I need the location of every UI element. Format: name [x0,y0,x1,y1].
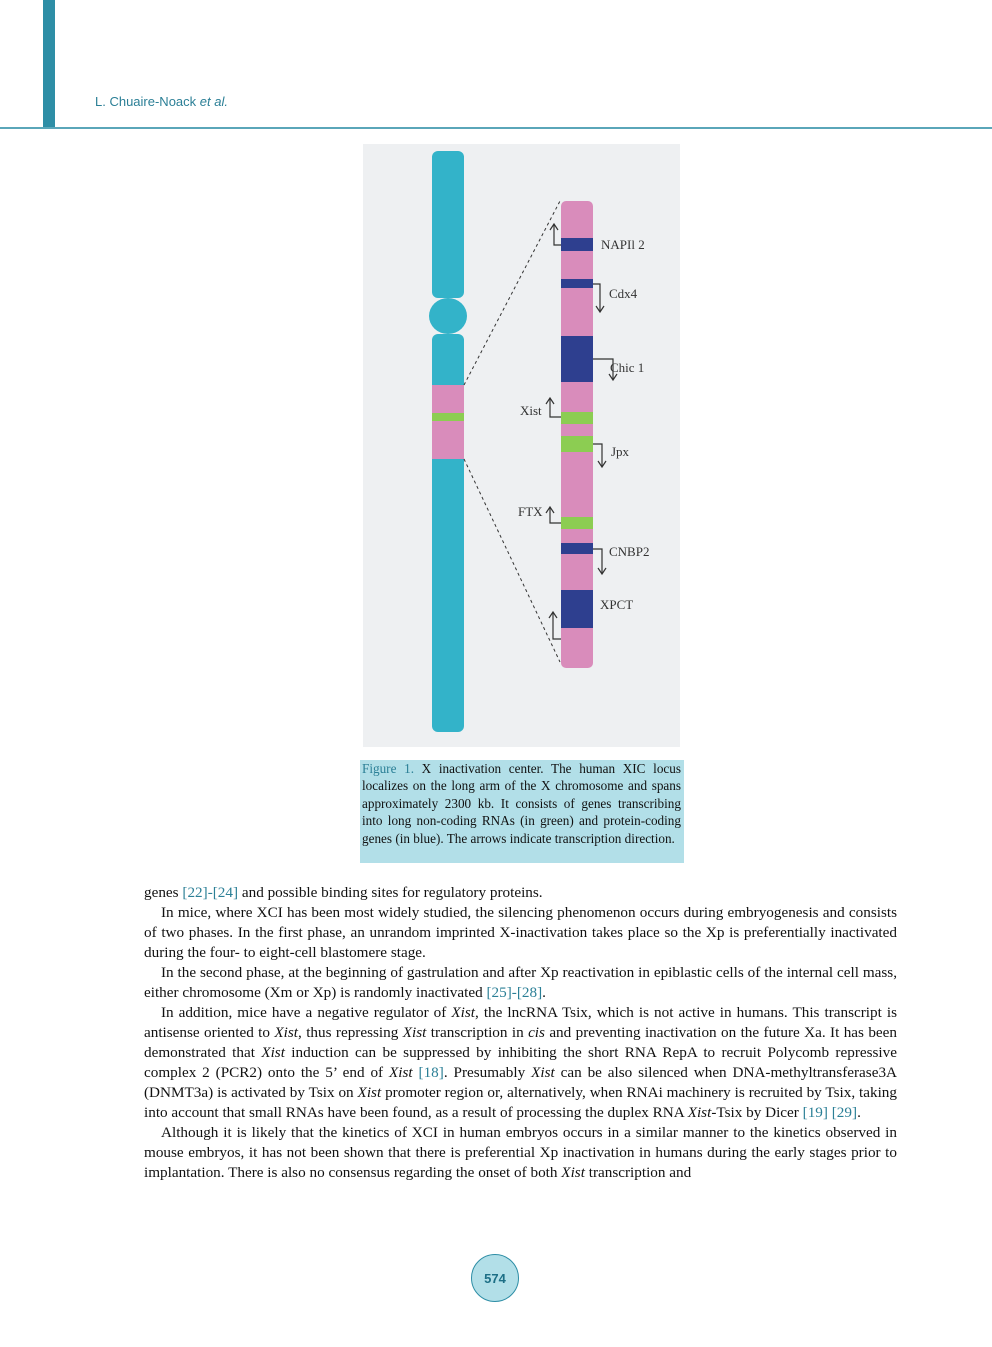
body-text [144,883,897,1183]
label-napil2: NAPIl 2 [601,237,645,252]
header-rule [0,127,992,129]
running-header [95,94,228,109]
xic-region-pink-top [432,385,464,413]
gene-band-cdx4 [561,279,593,288]
gene-band-xist [561,412,593,424]
xic-region-green-band [432,413,464,421]
centromere [429,298,467,334]
figure-caption [360,760,684,863]
gene-band-chic1 [561,336,593,382]
label-jpx: Jpx [611,444,630,459]
header-etal: et al. [199,94,228,109]
citation-link[interactable]: [19] [802,1104,828,1121]
zoom-line-top [464,201,560,385]
header-authors: L. Chuaire-Noack [95,94,197,109]
paragraph-2: In mice, where XCI has been most widely studied, the silencing phenomenon occurs during embryogenesis and consists of two phases. In the first phase, an unrandom imprinted X-inactivation takes place so the Xp is preferentially inactivated during the four- to eight-cell blastomere stage. [144,904,897,961]
gene-band-xpct [561,590,593,628]
xic-region-pink-bottom [432,421,464,459]
paragraph-4: In addition, mice have a negative regulator of Xist, the lncRNA Tsix, which is not active in humans. This transcript is antisense oriented to Xist, thus repressing Xist transcription in cis and preventing inactivation on the future Xa. It has been demonstrated that Xist induction can be suppressed by inhibiting the short RNA RepA to recruit Polycomb repressive complex 2 (PCR2) onto the 5’ end of Xist [18]. Presumably Xist can be also silenced when DNA-methyltransferase3A (DNMT3a) is activated by Tsix on Xist promoter region or, alternatively, when RNAi machinery is recruited by Tsix, taking into account that small RNAs have been found, as a result of processing the duplex RNA Xist-Tsix by Dicer [19] [29]. [144,1004,898,1121]
label-cnbp2: CNBP2 [609,544,650,559]
paragraph-3: In the second phase, at the beginning of gastrulation and after Xp reactivation in epiblastic cells of the internal cell mass, either chromosome (Xm or Xp) is randomly inactivated [25]-[28]. [144,964,897,1001]
citation-link[interactable]: [29] [831,1104,858,1121]
xic-diagram [363,144,680,747]
gene-band-jpx [561,436,593,452]
citation-link[interactable]: [22]-[24] [182,884,239,901]
cnbp2-arrow [593,549,602,574]
label-xist: Xist [520,403,542,418]
paragraph-1: genes [22]-[24] and possible binding sites for regulatory proteins. [144,884,543,901]
citation-link[interactable]: [25]-[28] [486,984,543,1001]
label-cdx4: Cdx4 [609,286,638,301]
gene-band-napil2 [561,238,593,251]
xpct-arrow [553,612,561,639]
label-ftx: FTX [518,504,543,519]
chromosome-short-arm [432,151,464,298]
citation-link[interactable]: [18] [418,1064,444,1081]
label-chic1: Chic 1 [610,360,645,375]
figure-1 [363,144,680,747]
napil2-arrow [554,224,561,245]
caption-label: Figure 1. [362,761,414,776]
gene-band-cnbp2 [561,543,593,554]
zoom-line-bottom [464,459,560,662]
label-xpct: XPCT [600,597,634,612]
jpx-arrow [593,444,602,467]
gene-band-ftx [561,517,593,529]
paragraph-5: Although it is likely that the kinetics of XCI in human embryos occurs in a similar manner to the kinetics observed in mouse embryos, it has not been shown that there is preferential Xp inactivation in humans during the early stages prior to implantation. There is also no consensus regarding the onset of both Xist transcription and [144,1124,897,1181]
sidebar-accent-bar [43,0,55,127]
page-number: 574 [471,1254,519,1302]
caption-text: X inactivation center. The human XIC locus localizes on the long arm of the X chromosome and spans approximately 2300 kb. It consists of genes transcribing into long non-coding RNAs (in green) and protein-coding genes (in blue). The arrows indicate transcription direction. [362,761,681,846]
